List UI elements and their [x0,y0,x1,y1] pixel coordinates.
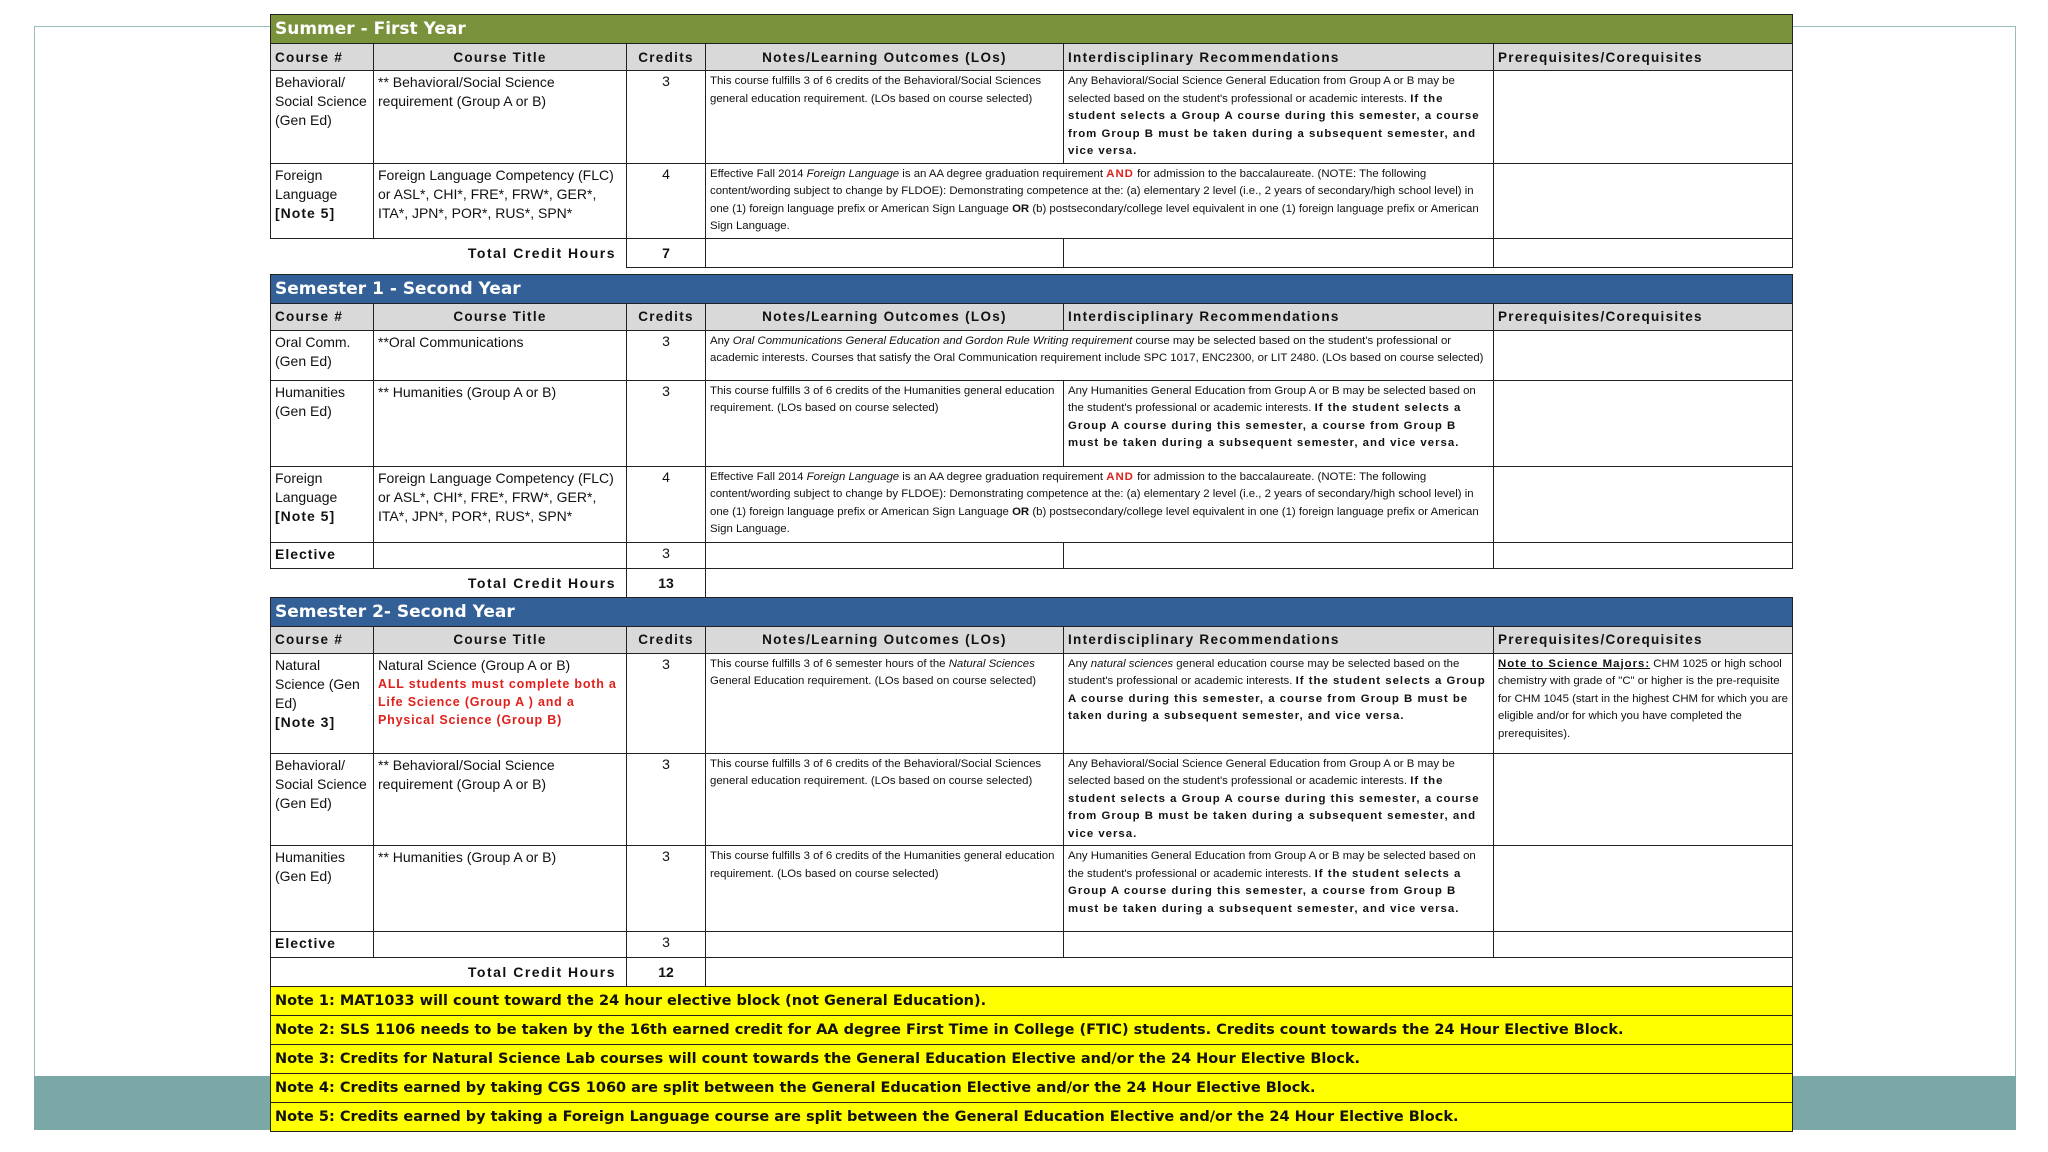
table-row [271,466,1793,542]
prerequisites [1494,71,1793,164]
note-row: Note 3: Credits for Natural Science Lab courses will count towards the General Education Elective and/or the 24 Hour Elective Block. [271,1045,1793,1074]
interdisciplinary: Any Behavioral/Social Science General Education from Group A or B may be selected based on the student's professional or academic interests. If the student selects a Group A course during this semester, a course from Group B must be taken during a subsequent semester, and vice versa. [1064,71,1494,164]
notes: This course fulfills 3 of 6 credits of the Humanities general education requirement. (LOs based on course selected) [706,846,1064,932]
prerequisites [1494,846,1793,932]
column-header-row: Course # Course Title Credits Notes/Learning Outcomes (LOs) Interdisciplinary Recommendations Prerequisites/Corequisites [271,626,1793,653]
course-number: Elective [271,542,374,568]
credits: 3 [627,71,706,164]
course-number: Behavioral/ Social Science (Gen Ed) [271,753,374,846]
credits: 3 [627,653,706,753]
course-title: Natural Science (Group A or B) ALL students must complete both a Life Science (Group A ) and a Physical Science (Group B) [374,653,627,753]
table-row [271,653,1793,753]
interdisciplinary: Any Humanities General Education from Group A or B may be selected based on the student's professional or academic interests. If the student selects a Group A course during this semester, a course from Group B must be taken during a subsequent semester, and vice versa. [1064,380,1494,466]
credits: 4 [627,163,706,238]
notes: Any Oral Communications General Education and Gordon Rule Writing requirement course may be selected based on the student's professional or academic interests. Courses that satisfy the Oral Communication requirement include SPC 1017, ENC2300, or LIT 2480. (LOs based on course selected) [706,330,1494,380]
section-header-semester-2: Semester 2- Second Year [271,597,1793,626]
note-row: Note 5: Credits earned by taking a Foreign Language course are split between the General Education Elective and/or the 24 Hour Elective Block. [271,1103,1793,1132]
note-row: Note 1: MAT1033 will count toward the 24 hour elective block (not General Education). [271,987,1793,1016]
interdisciplinary: Any natural sciences general education course may be selected based on the student's professional or academic interests. If the student selects a Group A course during this semester, a course from Group B must be taken during a subsequent semester, and vice versa. [1064,653,1494,753]
credits: 3 [627,330,706,380]
interdisciplinary: Any Humanities General Education from Group A or B may be selected based on the student's professional or academic interests. If the student selects a Group A course during this semester, a course from Group B must be taken during a subsequent semester, and vice versa. [1064,846,1494,932]
course-plan-table [270,14,1793,1132]
course-number: Oral Comm. (Gen Ed) [271,330,374,380]
course-title: Foreign Language Competency (FLC) or ASL*, CHI*, FRE*, FRW*, GER*, ITA*, JPN*, POR*, RUS*, SPN* [374,466,627,542]
section-header-summer: Summer - First Year [271,15,1793,44]
total-row: Total Credit Hours 13 [271,568,1793,597]
table-row [271,753,1793,846]
total-row: Total Credit Hours 12 [271,958,1793,987]
column-header-row: Course # Course Title Credits Notes/Learning Outcomes (LOs) Interdisciplinary Recommendations Prerequisites/Corequisites [271,44,1793,71]
course-number: Behavioral/ Social Science (Gen Ed) [271,71,374,164]
total-row: Total Credit Hours 7 [271,238,1793,267]
course-number: Humanities (Gen Ed) [271,846,374,932]
course-number: Natural Science (Gen Ed) [Note 3] [271,653,374,753]
notes: This course fulfills 3 of 6 credits of the Behavioral/Social Sciences general education requirement. (LOs based on course selected) [706,753,1064,846]
table-row [271,163,1793,238]
prerequisites: Note to Science Majors: CHM 1025 or high school chemistry with grade of "C" or higher is the pre-requisite for CHM 1045 (start in the highest CHM for which you are eligible and/or for which you have completed the prerequisites). [1494,653,1793,753]
prerequisites [1494,753,1793,846]
course-title: ** Humanities (Group A or B) [374,846,627,932]
prerequisites [1494,380,1793,466]
course-number: Elective [271,932,374,958]
column-header-row: Course # Course Title Credits Notes/Learning Outcomes (LOs) Interdisciplinary Recommendations Prerequisites/Corequisites [271,303,1793,330]
notes: This course fulfills 3 of 6 credits of the Humanities general education requirement. (LOs based on course selected) [706,380,1064,466]
prerequisites [1494,330,1793,380]
credits: 3 [627,380,706,466]
interdisciplinary: Any Behavioral/Social Science General Education from Group A or B may be selected based on the student's professional or academic interests. If the student selects a Group A course during this semester, a course from Group B must be taken during a subsequent semester, and vice versa. [1064,753,1494,846]
notes: Effective Fall 2014 Foreign Language is an AA degree graduation requirement AND for admission to the baccalaureate. (NOTE: The following content/wording subject to change by FLDOE): Demonstrating competence at the: (a) elementary 2 level (i.e., 2 years of secondary/high school level) in one (1) foreign language prefix or American Sign Language OR (b) postsecondary/college level equivalent in one (1) foreign language prefix or American Sign Language. [706,466,1494,542]
table-row [271,846,1793,932]
table-row [271,330,1793,380]
course-title [374,932,627,958]
notes: This course fulfills 3 of 6 credits of the Behavioral/Social Sciences general education requirement. (LOs based on course selected) [706,71,1064,164]
table-row [271,932,1793,958]
prerequisites [1494,163,1793,238]
course-title: ** Humanities (Group A or B) [374,380,627,466]
course-title: **Oral Communications [374,330,627,380]
section-header-semester-1: Semester 1 - Second Year [271,274,1793,303]
table-row [271,542,1793,568]
credits: 3 [627,753,706,846]
course-number: Humanities (Gen Ed) [271,380,374,466]
course-plan-sheet [270,14,1792,1132]
course-title: Foreign Language Competency (FLC) or ASL*, CHI*, FRE*, FRW*, GER*, ITA*, JPN*, POR*, RUS*, SPN* [374,163,627,238]
note-row: Note 4: Credits earned by taking CGS 1060 are split between the General Education Elective and/or the 24 Hour Elective Block. [271,1074,1793,1103]
credits: 4 [627,466,706,542]
credits: 3 [627,542,706,568]
credits: 3 [627,846,706,932]
table-row [271,71,1793,164]
credits: 3 [627,932,706,958]
prerequisites [1494,466,1793,542]
note-row: Note 2: SLS 1106 needs to be taken by the 16th earned credit for AA degree First Time in College (FTIC) students. Credits count towards the 24 Hour Elective Block. [271,1016,1793,1045]
notes: This course fulfills 3 of 6 semester hours of the Natural Sciences General Education requirement. (LOs based on course selected) [706,653,1064,753]
course-title: ** Behavioral/Social Science requirement (Group A or B) [374,71,627,164]
course-number: Foreign Language [Note 5] [271,163,374,238]
table-row [271,380,1793,466]
notes: Effective Fall 2014 Foreign Language is an AA degree graduation requirement AND for admission to the baccalaureate. (NOTE: The following content/wording subject to change by FLDOE): Demonstrating competence at the: (a) elementary 2 level (i.e., 2 years of secondary/high school level) in one (1) foreign language prefix or American Sign Language OR (b) postsecondary/college level equivalent in one (1) foreign language prefix or American Sign Language. [706,163,1494,238]
course-title [374,542,627,568]
course-title: ** Behavioral/Social Science requirement (Group A or B) [374,753,627,846]
course-number: Foreign Language [Note 5] [271,466,374,542]
